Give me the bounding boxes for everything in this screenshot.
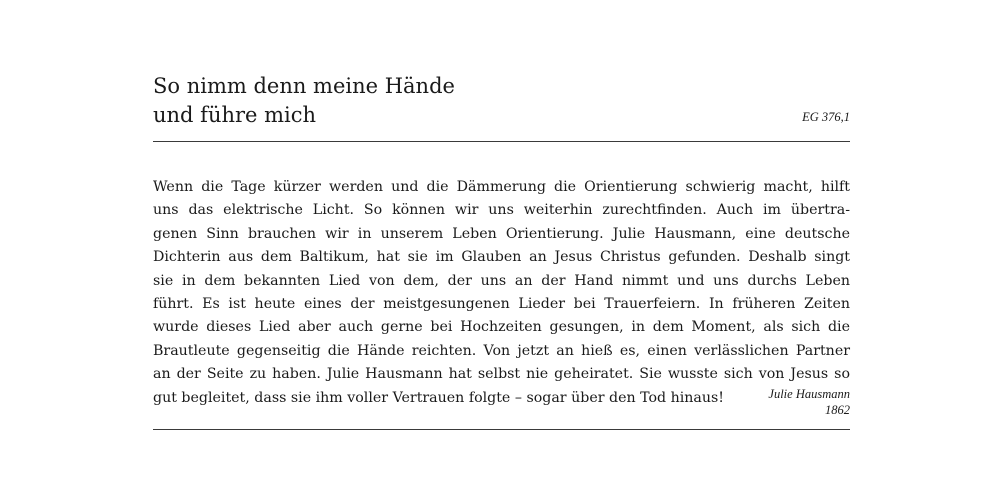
body-line: an der Seite zu haben. Julie Hausmann hat selbst nie geheiratet. Sie wusste sich von Jesus so [153, 366, 850, 383]
body-line: gut begleitet, dass sie ihm voller Vertrauen folgte – sogar über den Tod hinaus! [153, 389, 725, 406]
body-line: führt. Es ist heute eines der meistgesungenen Lieder bei Trauerfeiern. In früheren Zeiten [153, 295, 850, 312]
page-title [153, 72, 573, 130]
body-line: uns das elektrische Licht. So können wir uns weiterhin zurechtfinden. Auch im übertra- [153, 202, 850, 219]
bottom-divider [153, 429, 850, 430]
body-line: sie in dem bekannten Lied von dem, der uns an der Hand nimmt und uns durchs Leben [153, 272, 850, 289]
body-paragraph [153, 176, 850, 410]
body-line: genen Sinn brauchen wir in unserem Leben Orientierung. Julie Hausmann, eine deutsche [153, 225, 850, 242]
body-line: Brautleute gegenseitig die Hände reichten. Von jetzt an hieß es, einen verlässlichen Partner [153, 342, 850, 359]
body-line: Wenn die Tage kürzer werden und die Dämmerung die Orientierung schwierig macht, hilft [153, 179, 850, 195]
body-line: Dichterin aus dem Baltikum, hat sie im Glauben an Jesus Christus gefunden. Deshalb singt [153, 249, 850, 266]
author-attribution [768, 386, 850, 418]
top-divider [153, 141, 850, 142]
hymn-reference: EG 376,1 [802, 110, 850, 124]
title-line-1: So nimm denn meine Hände [153, 74, 455, 98]
body-line: wurde dieses Lied aber auch gerne bei Hochzeiten gesungen, in dem Moment, als sich die [153, 319, 850, 336]
title-line-2: und führe mich [153, 103, 317, 127]
author-name: Julie Hausmann [768, 387, 850, 401]
author-year: 1862 [825, 403, 850, 417]
